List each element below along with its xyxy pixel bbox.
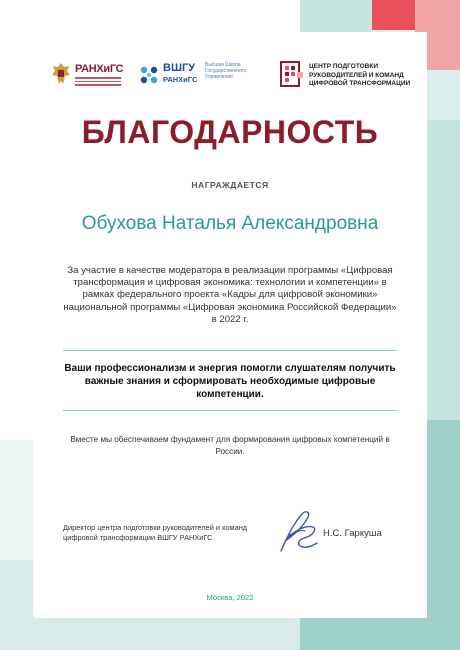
ranepa-name: РАНХиГС [75,63,124,75]
praise-text: Ваши профессионализм и энергия помогли слушателям получить важные знания и сформировать необходимые цифровые компетенции. [64,363,396,400]
vshgu-subtitle: РАНХиГС [163,75,198,84]
reason-text: За участие в качестве модератора в реализации программы «Цифровая трансформация и цифровая экономика: технологии и компетенции» в рамках федерального проекта «Кадры для цифровой экономики» национальной программы «Цифровая экономика Российской Федерации» в 2022 г. [63,265,397,325]
logo-row [33,60,427,96]
signatory-name: Н.С. Гаркуша [323,528,382,539]
center-name: ЦЕНТР ПОДГОТОВКИ РУКОВОДИТЕЛЕЙ И КОМАНД ЦИФРОВОЙ ТРАНСФОРМАЦИИ [309,63,411,87]
certificate-title: БЛАГОДАРНОСТЬ [81,114,379,150]
ranepa-subtitle-lines [75,77,121,88]
divider-bottom [63,410,397,411]
vshgu-name: ВШГУ [163,62,196,74]
vshgu-mark-icon [139,65,159,85]
recipient-name: Обухова Наталья Александровна [81,213,379,234]
center-mark-icon [279,60,305,90]
certificate-sheet [33,32,427,618]
vshgu-description: Высшая Школа Государственного Управления [205,62,247,80]
closing-text: Вместе мы обеспечиваем фундамент для формирования цифровых компетенций в России. [70,435,390,456]
handwritten-signature [273,507,323,557]
eagle-crest-icon [51,62,71,86]
footer-place-year: Москва, 2022 [206,593,254,602]
divider-top [63,350,397,351]
awarded-label: НАГРАЖДАЕТСЯ [191,180,269,190]
signatory-role: Директор центра подготовки руководителей и команд цифровой трансформации ВШГУ РАНХиГС [63,523,248,542]
